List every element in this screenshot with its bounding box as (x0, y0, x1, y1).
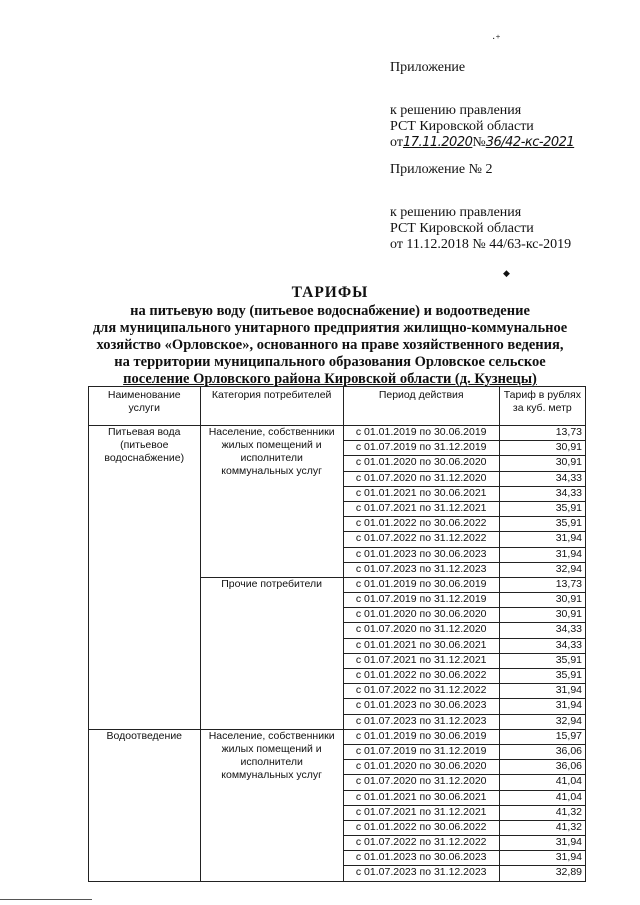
decision-label-2: к решению правления (390, 205, 522, 220)
period-cell: с 01.07.2022 по 31.12.2022 (343, 532, 499, 547)
tariff-cell: 32,89 (499, 866, 585, 881)
tariffs-table (88, 386, 586, 882)
header-tariff: Тариф в рублях за куб. метр (499, 387, 585, 426)
consumer-category-cell: Прочие потребители (200, 577, 343, 729)
tariff-cell: 30,91 (499, 441, 585, 456)
consumer-category-cell: Население, собственники жилых помещений и исполнители коммунальных услуг (200, 729, 343, 881)
tariff-cell: 31,94 (499, 836, 585, 851)
original-decision-ref: от 11.12.2018 № 44/63-кс-2019 (390, 237, 572, 252)
tariff-cell: 34,33 (499, 623, 585, 638)
tariff-cell: 31,94 (499, 684, 585, 699)
table-header-row (89, 387, 586, 426)
period-cell: с 01.01.2021 по 30.06.2021 (343, 638, 499, 653)
service-name-cell: Водоотведение (89, 729, 201, 881)
tariff-cell: 41,04 (499, 790, 585, 805)
period-cell: с 01.01.2023 по 30.06.2023 (343, 547, 499, 562)
tariff-cell: 35,91 (499, 669, 585, 684)
period-cell: с 01.07.2021 по 31.12.2021 (343, 501, 499, 516)
header-period: Период действия (343, 387, 499, 426)
period-cell: с 01.01.2022 по 30.06.2022 (343, 669, 499, 684)
tariff-cell: 30,91 (499, 456, 585, 471)
period-cell: с 01.01.2023 по 30.06.2023 (343, 699, 499, 714)
period-cell: с 01.07.2023 по 31.12.2023 (343, 714, 499, 729)
period-cell: с 01.01.2019 по 30.06.2019 (343, 729, 499, 744)
tariff-cell: 34,33 (499, 471, 585, 486)
tariff-cell: 35,91 (499, 501, 585, 516)
period-cell: с 01.01.2021 по 30.06.2021 (343, 486, 499, 501)
period-cell: с 01.01.2020 по 30.06.2020 (343, 760, 499, 775)
title-main: ТАРИФЫ (291, 284, 369, 301)
period-cell: с 01.01.2019 по 30.06.2019 (343, 577, 499, 592)
table-row (89, 426, 586, 441)
appendix-number-label: Приложение № 2 (390, 162, 493, 177)
period-cell: с 01.07.2020 по 31.12.2020 (343, 623, 499, 638)
tariff-cell: 31,94 (499, 699, 585, 714)
tariff-cell: 31,94 (499, 851, 585, 866)
handwritten-date: 17.11.2020 (402, 135, 473, 150)
period-cell: с 01.01.2021 по 30.06.2021 (343, 790, 499, 805)
period-cell: с 01.07.2021 по 31.12.2021 (343, 805, 499, 820)
decision-date-number (390, 135, 630, 151)
period-cell: с 01.07.2023 по 31.12.2023 (343, 562, 499, 577)
tariff-cell: 31,94 (499, 532, 585, 547)
period-cell: с 01.07.2019 по 31.12.2019 (343, 744, 499, 759)
tariff-cell: 36,06 (499, 744, 585, 759)
period-cell: с 01.07.2022 по 31.12.2022 (343, 684, 499, 699)
period-cell: с 01.07.2019 по 31.12.2019 (343, 441, 499, 456)
period-cell: с 01.07.2021 по 31.12.2021 (343, 653, 499, 668)
service-name-cell: Питьевая вода (питьевое водоснабжение) (89, 426, 201, 730)
scan-mark: ·⁺ (492, 34, 501, 45)
period-cell: с 01.07.2023 по 31.12.2023 (343, 866, 499, 881)
period-cell: с 01.01.2019 по 30.06.2019 (343, 426, 499, 441)
appendix-header-current (390, 60, 630, 151)
tariff-cell: 34,33 (499, 486, 585, 501)
period-cell: с 01.07.2022 по 31.12.2022 (343, 836, 499, 851)
period-cell: с 01.07.2020 по 31.12.2020 (343, 471, 499, 486)
header-service: Наименование услуги (89, 387, 201, 426)
tariff-cell: 32,94 (499, 562, 585, 577)
authority-label: РСТ Кировской области (390, 119, 534, 134)
tariff-cell: 34,33 (499, 638, 585, 653)
handwritten-number: 36/42-кс-2021 (485, 135, 575, 150)
tariff-cell: 41,32 (499, 820, 585, 835)
tariffs-table-body (89, 426, 586, 882)
period-cell: с 01.01.2023 по 30.06.2023 (343, 851, 499, 866)
tariff-cell: 41,32 (499, 805, 585, 820)
tariff-cell: 32,94 (499, 714, 585, 729)
period-cell: с 01.07.2019 по 31.12.2019 (343, 593, 499, 608)
tariff-cell: 31,94 (499, 547, 585, 562)
period-cell: с 01.01.2020 по 30.06.2020 (343, 456, 499, 471)
tariff-cell: 30,91 (499, 608, 585, 623)
title-line: на питьевую воду (питьевое водоснабжение) и водоотведение (130, 303, 530, 319)
period-cell: с 01.01.2022 по 30.06.2022 (343, 517, 499, 532)
tariff-cell: 35,91 (499, 653, 585, 668)
footer-rule (0, 899, 92, 900)
tariff-cell: 13,73 (499, 426, 585, 441)
tariff-cell: 35,91 (499, 517, 585, 532)
decision-label: к решению правления (390, 103, 522, 118)
tariff-cell: 30,91 (499, 593, 585, 608)
tariff-cell: 13,73 (499, 577, 585, 592)
appendix-header-original (390, 162, 630, 253)
title-line: для муниципального унитарного предприятия жилищно-коммунальное (92, 320, 568, 336)
authority-label-2: РСТ Кировской области (390, 221, 534, 236)
date-prefix: от (390, 135, 403, 150)
period-cell: с 01.07.2020 по 31.12.2020 (343, 775, 499, 790)
appendix-label: Приложение (390, 60, 466, 75)
title-line: на территории муниципального образования Орловское сельское (114, 354, 546, 370)
tariff-cell: 15,97 (499, 729, 585, 744)
document-title (70, 284, 590, 388)
title-line: хозяйство «Орловское», основанного на праве хозяйственного ведения, (96, 337, 564, 353)
header-category: Категория потребителей (200, 387, 343, 426)
table-row (89, 729, 586, 744)
scan-dot: ◆ (503, 268, 510, 278)
number-prefix: № (472, 135, 486, 150)
period-cell: с 01.01.2020 по 30.06.2020 (343, 608, 499, 623)
tariff-cell: 41,04 (499, 775, 585, 790)
consumer-category-cell: Население, собственники жилых помещений и исполнители коммунальных услуг (200, 426, 343, 578)
title-line: поселение Орловского района Кировской области (д. Кузнецы) (123, 371, 537, 387)
period-cell: с 01.01.2022 по 30.06.2022 (343, 820, 499, 835)
tariff-cell: 36,06 (499, 760, 585, 775)
